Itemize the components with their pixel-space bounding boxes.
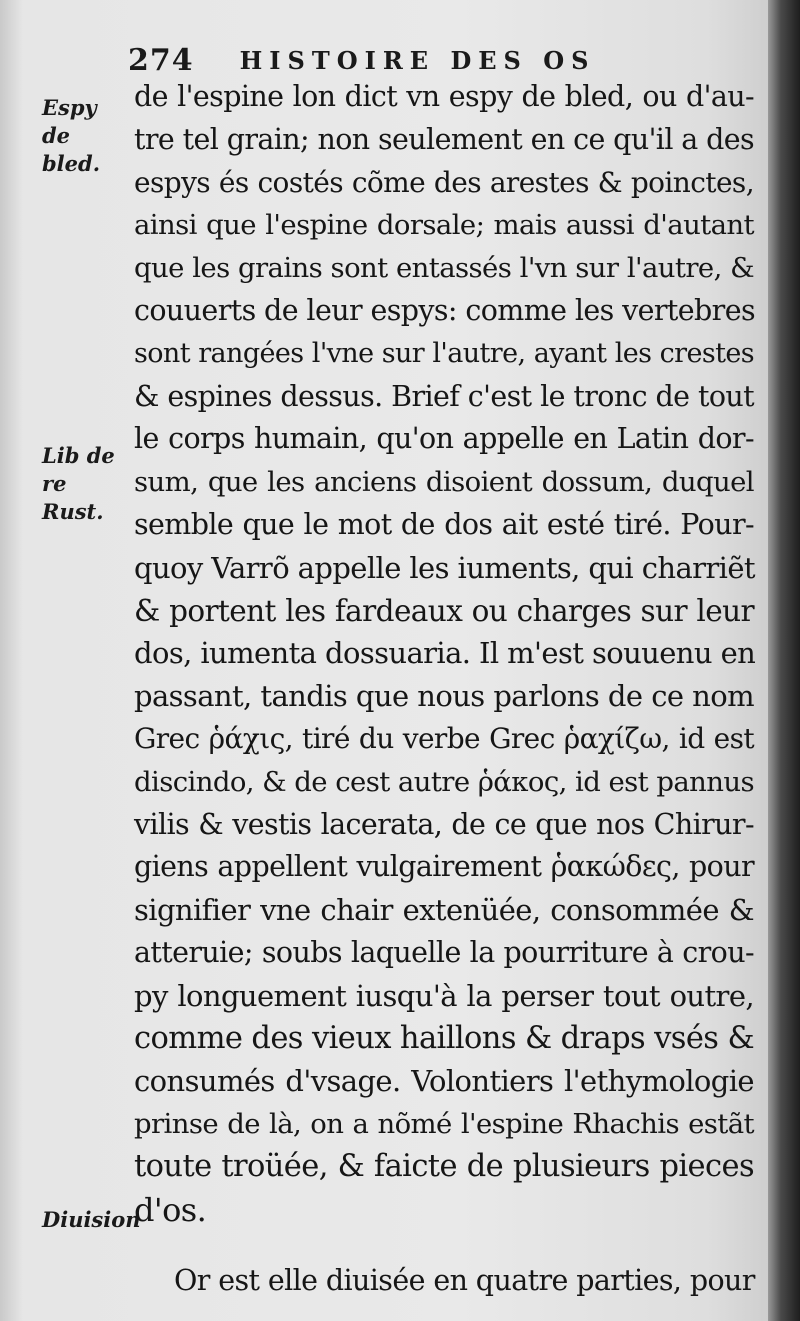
paragraph xyxy=(134,76,754,1232)
text-line: d'os. xyxy=(134,1190,207,1229)
margin-note-lib: Lib de re Rust. xyxy=(42,443,115,524)
text-line: discindo, & de cest autre ῥάκος, id est pannus xyxy=(134,765,754,798)
page-gutter-shadow xyxy=(768,0,800,1321)
text-line: sum, que les anciens disoient dossum, duquel xyxy=(134,466,754,499)
margin-note-espy: Espy de bled. xyxy=(42,95,101,176)
text-line: atteruie; soubs laquelle la pourriture à crou- xyxy=(134,935,754,969)
text-line: signifier vne chair extenüée, consommée & xyxy=(134,893,754,928)
text-line: & portent les fardeaux ou charges sur leur xyxy=(134,593,754,628)
text-line: couuerts de leur espys: comme les vertebres xyxy=(134,293,756,327)
text-line: toute troüée, & faicte de plusieurs pieces xyxy=(134,1148,754,1184)
page-number: 274 xyxy=(128,42,194,78)
text-line: vilis & vestis lacerata, de ce que nos Chirur- xyxy=(134,807,754,841)
text-line: semble que le mot de dos ait esté tiré. Pour- xyxy=(134,507,754,541)
text-line: dos, iumenta dossuaria. Il m'est souuenu en xyxy=(134,636,756,671)
text-line: & espines dessus. Brief c'est le tronc de tout xyxy=(134,379,754,413)
text-line: espys és costés cõme des arestes & poinctes, xyxy=(134,165,754,199)
text-line: ainsi que l'espine dorsale; mais aussi d'autant xyxy=(134,209,754,242)
text-line: comme des vieux haillons & draps vsés & xyxy=(134,1020,755,1056)
text-line: quoy Varrõ appelle les iuments, qui charriẽt xyxy=(134,550,755,585)
text-line: Or est elle diuisée en quatre parties, pour xyxy=(174,1263,755,1297)
text-line: giens appellent vulgairement ῥακώδες, pour xyxy=(134,850,754,884)
text-line: que les grains sont entassés l'vn sur l'autre, & xyxy=(134,252,754,285)
text-line: le corps humain, qu'on appelle en Latin dor- xyxy=(134,422,754,456)
text-line: consumés d'vsage. Volontiers l'ethymologie xyxy=(134,1064,754,1099)
paragraph xyxy=(134,1260,754,1303)
text-line: sont rangées l'vne sur l'autre, ayant les crestes xyxy=(134,337,754,369)
text-line: de l'espine lon dict vn espy de bled, ou d'au- xyxy=(134,80,754,113)
text-line: py longuement iusqu'à la perser tout outre, xyxy=(134,978,754,1013)
body-text xyxy=(134,76,754,1302)
margin-note-diuision: Diuision xyxy=(42,1207,141,1232)
text-line: Grec ῥάχις, tiré du verbe Grec ῥαχίζω, id est xyxy=(134,721,754,755)
running-title: HISTOIRE DES OS xyxy=(239,45,596,75)
text-line: prinse de là, on a nõmé l'espine Rhachis estãt xyxy=(134,1108,754,1141)
text-line: passant, tandis que nous parlons de ce nom xyxy=(134,679,754,714)
text-line: tre tel grain; non seulement en ce qu'il a des xyxy=(134,122,755,156)
